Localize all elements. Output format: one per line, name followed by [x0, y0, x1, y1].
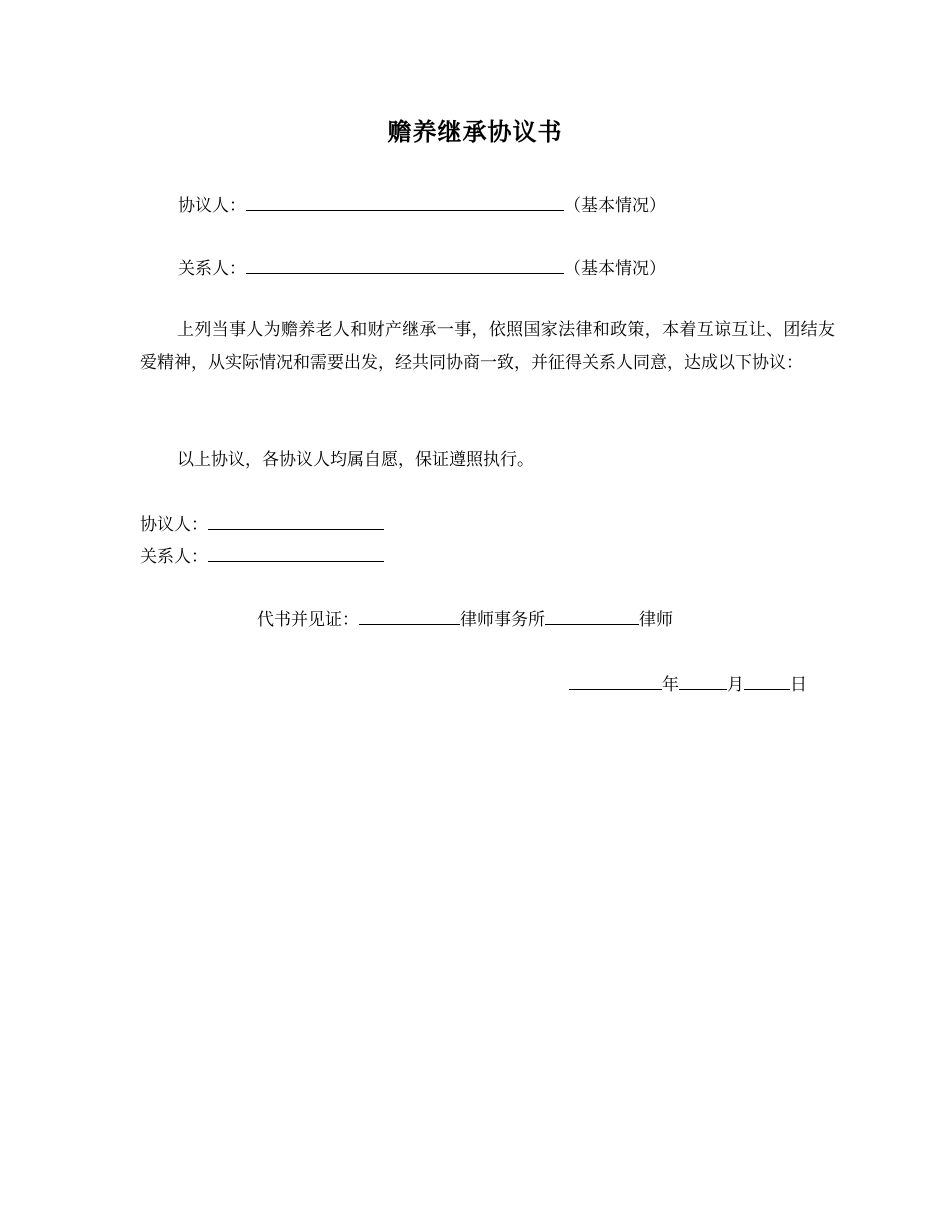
date-month-blank[interactable] [679, 671, 727, 690]
law-firm-label: 律师事务所 [460, 610, 545, 630]
sign-related-blank[interactable] [208, 543, 384, 562]
sign-party-line [140, 511, 384, 537]
sign-party-blank[interactable] [208, 511, 384, 530]
date-line [569, 671, 807, 697]
sign-party-label: 协议人： [140, 515, 208, 535]
party-note: （基本情况） [564, 196, 666, 216]
party-label: 协议人： [178, 196, 246, 216]
related-blank[interactable] [246, 255, 564, 274]
witness-label: 代书并见证： [257, 610, 359, 630]
closing-paragraph: 以上协议，各协议人均属自愿，保证遵照执行。 [177, 450, 534, 470]
date-day-blank[interactable] [744, 671, 790, 690]
sign-related-line [140, 543, 384, 569]
date-month-label: 月 [727, 675, 744, 695]
body-paragraph: 上列当事人为赡养老人和财产继承一事，依照国家法律和政策，本着互谅互让、团结友爱精神，从实际情况和需要出发，经共同协商一致，并征得关系人同意，达成以下协议： [140, 320, 835, 373]
related-note: （基本情况） [564, 259, 666, 279]
party-blank[interactable] [246, 192, 564, 211]
date-year-label: 年 [662, 675, 679, 695]
lawyer-label: 律师 [639, 610, 673, 630]
party-line [178, 192, 666, 218]
date-day-label: 日 [790, 675, 807, 695]
witness-lawyer-blank[interactable] [545, 606, 639, 625]
witness-firm-blank[interactable] [359, 606, 460, 625]
witness-line [257, 606, 673, 632]
sign-related-label: 关系人： [140, 547, 208, 567]
date-year-blank[interactable] [569, 671, 662, 690]
related-line [178, 255, 666, 281]
document-title: 赡养继承协议书 [387, 118, 563, 146]
related-label: 关系人： [178, 259, 246, 279]
